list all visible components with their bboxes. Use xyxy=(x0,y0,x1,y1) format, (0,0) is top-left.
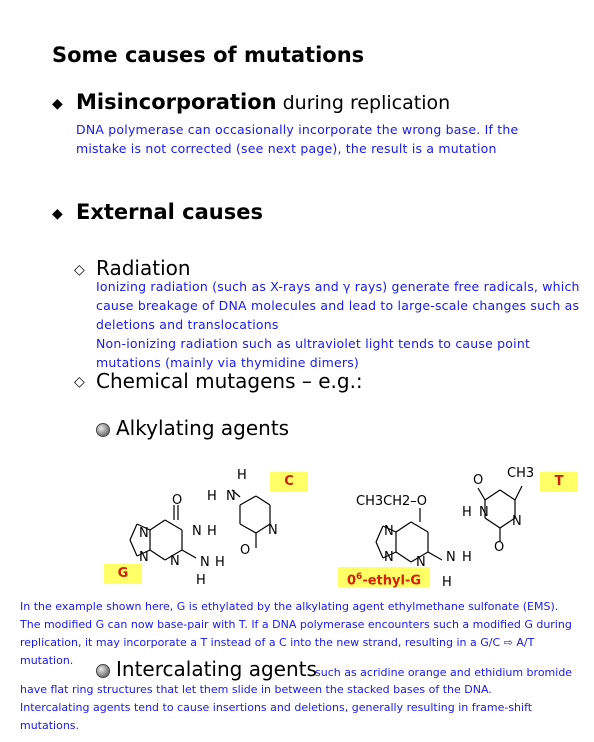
intercalating-inline: such as acridine orange and ethidium bromide xyxy=(315,666,573,679)
atom-N: N xyxy=(446,550,456,565)
atom-N: N xyxy=(200,555,210,570)
atom-H: H xyxy=(237,468,247,483)
body-line: Intercalating agents tend to cause insertions and deletions, generally resulting in frame-shift xyxy=(20,701,533,714)
atom-N: N xyxy=(226,489,236,504)
body-line: The modified G can now base-pair with T. If a DNA polymerase encounters such a modified G during xyxy=(20,618,572,631)
atom-N: N xyxy=(479,505,489,520)
body-line: mutations. xyxy=(20,719,80,732)
atom-H: H xyxy=(462,505,472,520)
atom-O: O xyxy=(240,543,251,558)
atom-N: N xyxy=(512,514,522,529)
atom-N: N xyxy=(192,524,202,539)
ball-bullet-icon xyxy=(96,664,110,678)
atom-O: O xyxy=(494,540,505,555)
misincorporation-heading: Misincorporation xyxy=(76,90,277,114)
body-line: mistake is not corrected (see next page), the result is a mutation xyxy=(76,141,497,156)
atom-O: O xyxy=(473,473,484,488)
bullet-icon: ◆ xyxy=(52,96,63,112)
body-line: mutation. xyxy=(20,654,74,667)
label-C: C xyxy=(270,472,308,492)
body-line: cause breakage of DNA molecules and lead to large-scale changes such as xyxy=(96,298,580,313)
page-title: Some causes of mutations xyxy=(52,43,365,67)
atom-N: N xyxy=(139,550,149,565)
atom-N: N xyxy=(384,524,394,539)
atom-N: N xyxy=(416,555,426,570)
sub-bullet-icon: ◇ xyxy=(74,374,85,390)
atom-N: N xyxy=(170,554,180,569)
atom-H: H xyxy=(215,555,225,570)
bullet-icon: ◆ xyxy=(52,206,63,222)
atom-H: H xyxy=(442,575,452,590)
atom-H: H xyxy=(196,573,206,588)
label-o6-zero: 0 xyxy=(347,573,357,589)
label-o6-rest: -ethyl-G xyxy=(362,573,421,589)
ethyl-group: CH3CH2–O xyxy=(356,494,427,509)
intercalating-label: Intercalating agents xyxy=(116,657,317,681)
intercalating-text xyxy=(20,681,532,735)
body-line: Ionizing radiation (such as X-rays and γ rays) generate free radicals, which xyxy=(96,279,580,294)
methyl-group: CH3 xyxy=(507,466,535,481)
external-causes-heading: External causes xyxy=(76,200,263,224)
atom-H: H xyxy=(207,524,217,539)
misincorporation-rest: during replication xyxy=(276,92,451,114)
cytosine-molecule xyxy=(232,490,270,548)
body-line: deletions and translocations xyxy=(96,317,279,332)
label-T: T xyxy=(540,472,578,492)
chemical-mutagens-heading: Chemical mutagens – e.g.: xyxy=(96,369,363,393)
atom-O: O xyxy=(172,493,183,508)
body-line: mutations (mainly via thymidine dimers) xyxy=(96,355,360,370)
atom-N: N xyxy=(139,526,149,541)
label-o6-sup: 6 xyxy=(356,572,363,582)
alkylating-label: Alkylating agents xyxy=(116,416,290,440)
body-line: have flat ring structures that let them slide in between the stacked bases of the DNA. xyxy=(20,683,492,696)
atom-N: N xyxy=(268,523,278,538)
body-line: DNA polymerase can occasionally incorporate the wrong base. If the xyxy=(76,122,519,137)
body-line: Non-ionizing radiation such as ultraviolet light tends to cause point xyxy=(96,336,531,351)
atom-H: H xyxy=(462,550,472,565)
atom-H: H xyxy=(207,489,217,504)
body-line: In the example shown here, G is ethylated by the alkylating agent ethylmethane sulfonate (EMS). xyxy=(20,600,559,613)
sub-bullet-icon: ◇ xyxy=(74,262,85,278)
body-line: replication, it may incorporate a T instead of a C into the new strand, resulting in a G/C ⇨ A/T xyxy=(20,636,535,649)
label-G: G xyxy=(104,564,142,584)
radiation-heading: Radiation xyxy=(96,256,191,280)
atom-N: N xyxy=(384,550,394,565)
intercalating-item xyxy=(96,657,317,681)
